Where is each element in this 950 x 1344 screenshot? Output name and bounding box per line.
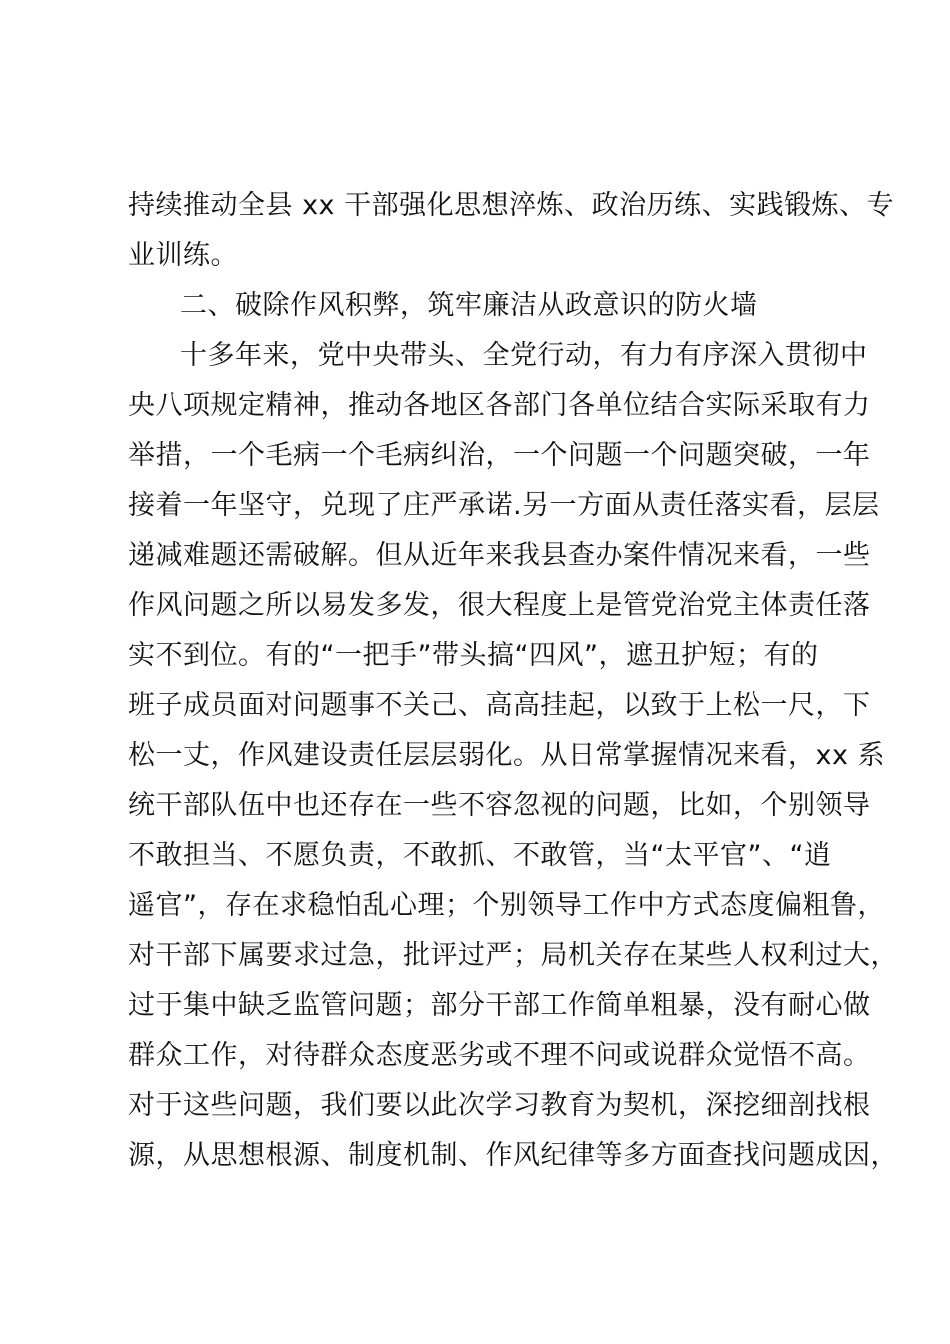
- body-text-line: 十多年来，党中央带头、全党行动，有力有序深入贯彻中: [180, 340, 868, 371]
- body-text-line: 持续推动全县 xx 干部强化思想淬炼、政治历练、实践锻炼、专: [128, 190, 895, 221]
- body-text-line: 不敢担当、不愿负责，不敢抓、不敢管，当“太平官”、“逍: [128, 840, 832, 871]
- body-text-line: 班子成员面对问题事不关己、高高挂起，以致于上松一尺，下: [128, 690, 871, 721]
- body-text-line: 过于集中缺乏监管问题；部分干部工作简单粗暴，没有耐心做: [128, 990, 871, 1021]
- body-text-line: 递减难题还需破解。但从近年来我县查办案件情况来看，一些: [128, 540, 871, 571]
- body-text-line: 松一丈，作风建设责任层层弱化。从日常掌握情况来看，xx 系: [128, 740, 886, 771]
- body-text-line: 接着一年坚守，兑现了庄严承诺.另一方面从责任落实看，层层: [128, 490, 880, 521]
- body-text-line: 遥官”，存在求稳怕乱心理；个别领导工作中方式态度偏粗鲁，: [128, 890, 885, 921]
- body-text-line: 举措，一个毛病一个毛病纠治，一个问题一个问题突破，一年: [128, 440, 871, 471]
- section-heading: 二、破除作风积弊，筑牢廉洁从政意识的防火墙: [180, 290, 758, 321]
- body-text-line: 对于这些问题，我们要以此次学习教育为契机，深挖细剖找根: [128, 1090, 871, 1121]
- body-text-line: 统干部队伍中也还存在一些不容忽视的问题，比如，个别领导: [128, 790, 871, 821]
- body-text-line: 实不到位。有的“一把手”带头搞“四风”，遮丑护短；有的: [128, 640, 819, 671]
- body-text-line: 作风问题之所以易发多发，很大程度上是管党治党主体责任落: [128, 590, 871, 621]
- body-text-line: 业训练。: [128, 240, 238, 271]
- body-text-line: 源，从思想根源、制度机制、作风纪律等多方面查找问题成因，: [128, 1140, 898, 1171]
- body-text-line: 对干部下属要求过急，批评过严；局机关存在某些人权利过大，: [128, 940, 898, 971]
- body-text-line: 群众工作，对待群众态度恶劣或不理不问或说群众觉悟不高。: [128, 1040, 871, 1071]
- body-text-line: 央八项规定精神，推动各地区各部门各单位结合实际采取有力: [128, 390, 871, 421]
